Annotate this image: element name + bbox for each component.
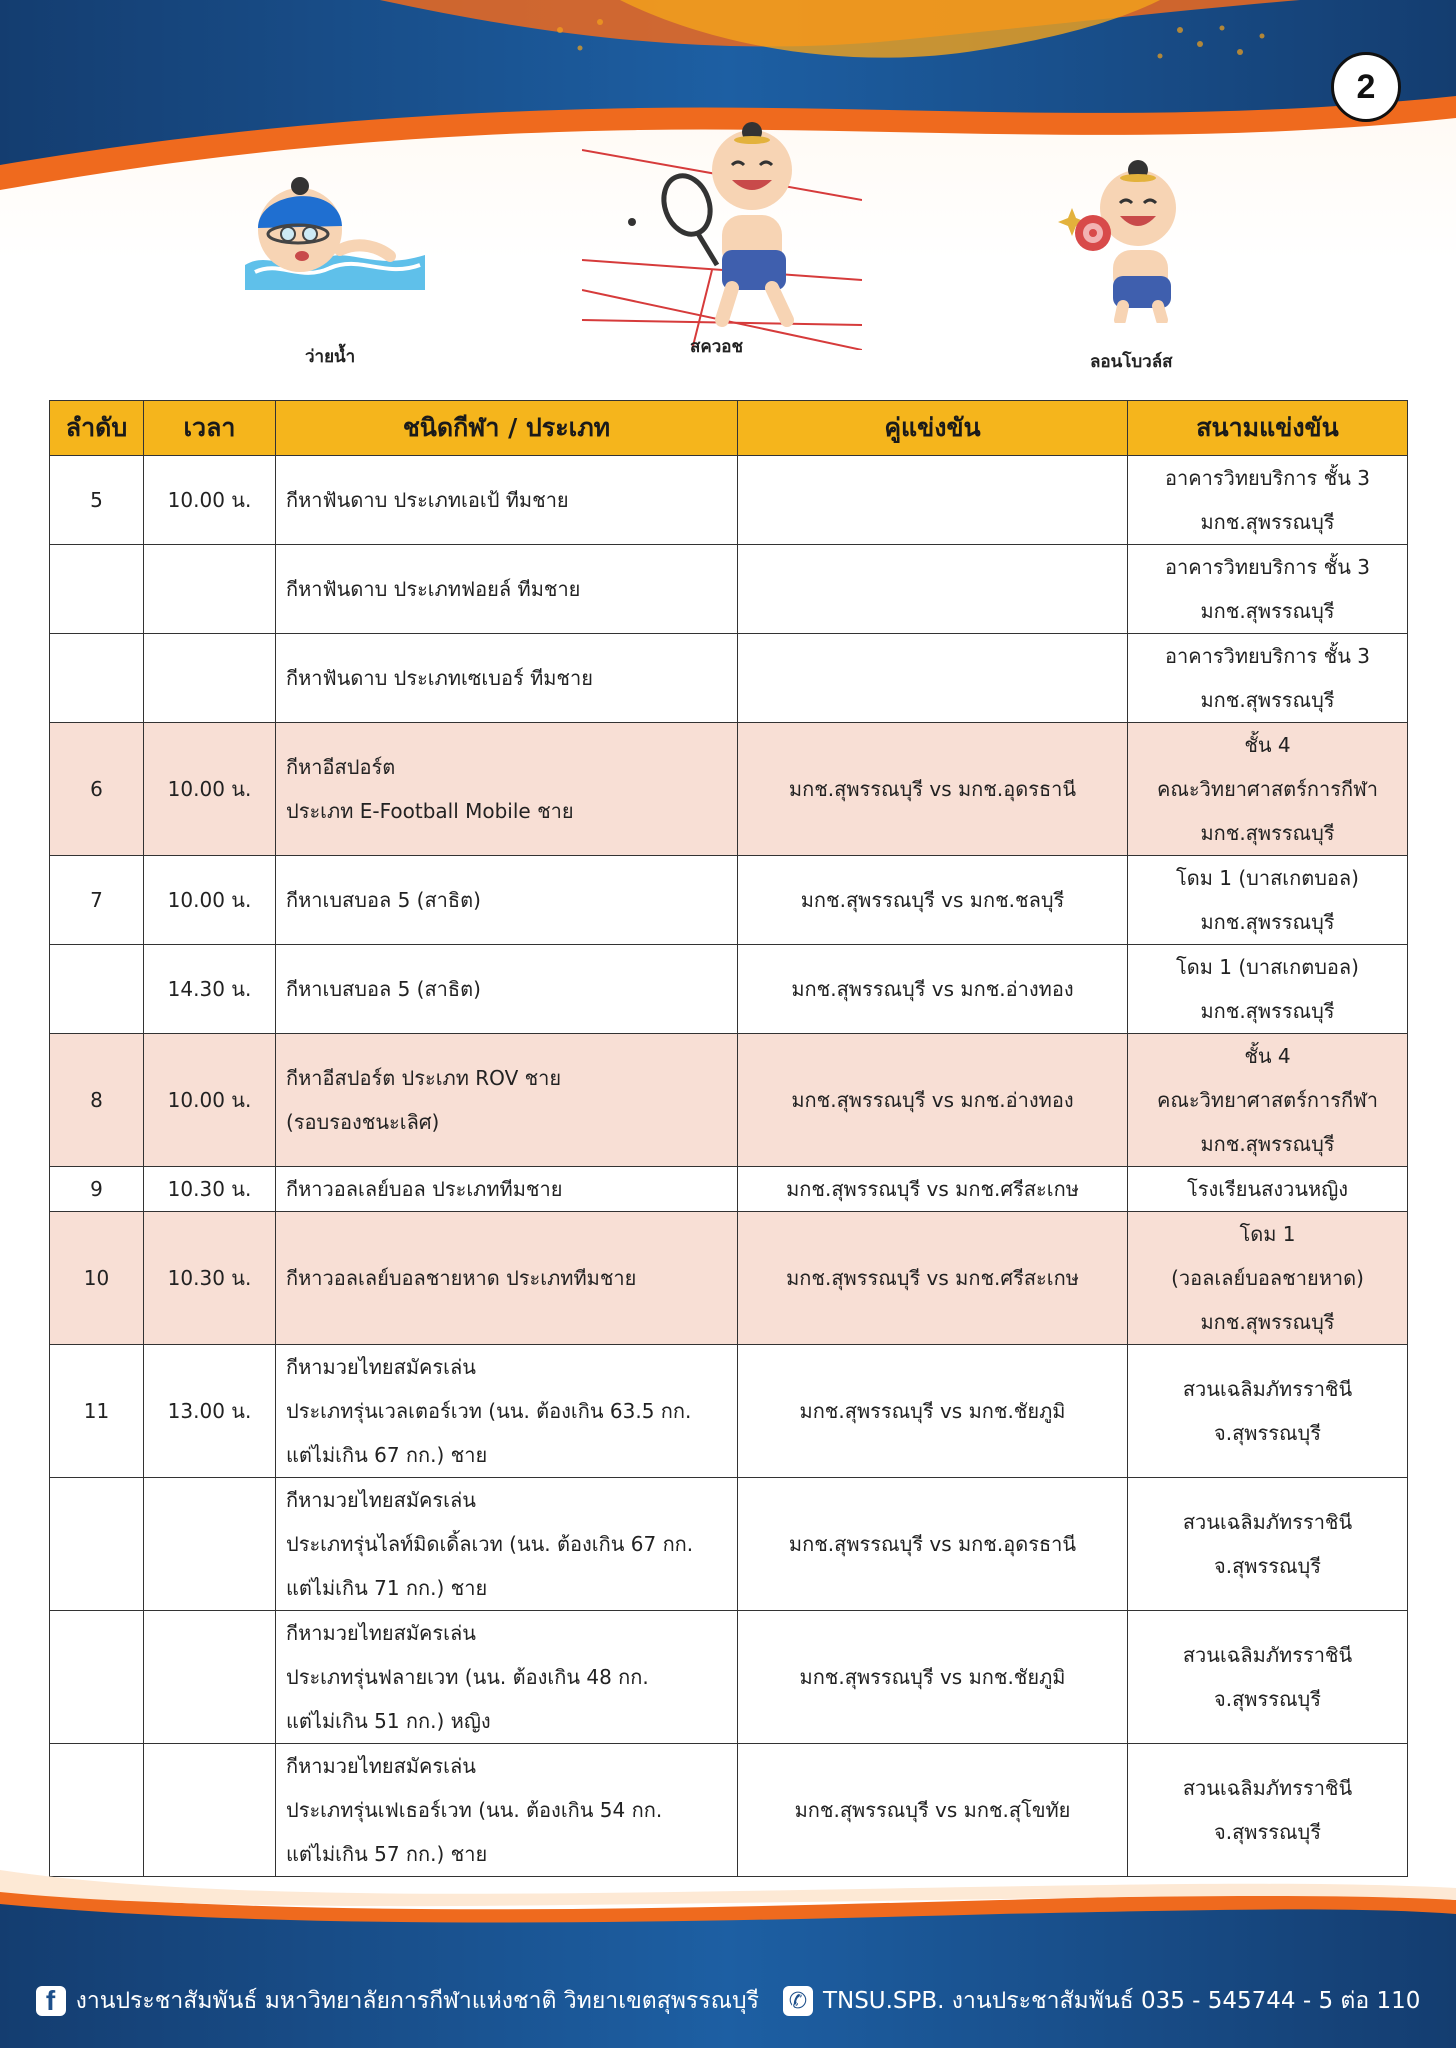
table-row xyxy=(50,456,1408,545)
cell-sport-line: กีหาเบสบอล 5 (สาธิต) xyxy=(286,977,481,1001)
cell-sport-line: กีหาฟันดาบ ประเภทฟอยล์ ทีมชาย xyxy=(286,577,581,601)
cell-venue-line: มกช.สุพรรณบุรี xyxy=(1200,999,1335,1023)
cell-venue-line: สวนเฉลิมภัทรราชินี xyxy=(1182,1510,1353,1534)
table-row xyxy=(50,1478,1408,1611)
lawn-bowls-mascot-icon xyxy=(1058,158,1198,323)
cell-time: 10.00 น. xyxy=(144,856,276,945)
cell-match: มกช.สุพรรณบุรี vs มกช.สุโขทัย xyxy=(738,1744,1128,1877)
cell-order: 8 xyxy=(50,1034,144,1167)
cell-sport-line: กีหาวอลเลย์บอล ประเภททีมชาย xyxy=(286,1177,563,1201)
cell-venue-line: มกช.สุพรรณบุรี xyxy=(1200,599,1335,623)
cell-venue-line: โดม 1 (บาสเกตบอล) xyxy=(1176,866,1359,890)
cell-time xyxy=(144,1478,276,1611)
table-row xyxy=(50,1167,1408,1212)
table-row xyxy=(50,1345,1408,1478)
header-sport-type: ชนิดกีฬา / ประเภท xyxy=(276,401,738,456)
cell-venue-line: โดม 1 xyxy=(1239,1222,1296,1246)
cell-venue xyxy=(1128,456,1408,545)
cell-sport-line: (รอบรองชนะเลิศ) xyxy=(286,1110,440,1134)
cell-match: มกช.สุพรรณบุรี vs มกช.ชลบุรี xyxy=(738,856,1128,945)
cell-venue-line: จ.สุพรรณบุรี xyxy=(1214,1820,1321,1844)
cell-time: 10.00 น. xyxy=(144,723,276,856)
table-row xyxy=(50,1744,1408,1877)
cell-venue xyxy=(1128,856,1408,945)
cell-sport xyxy=(276,456,738,545)
cell-time: 10.30 น. xyxy=(144,1167,276,1212)
cell-venue-line: จ.สุพรรณบุรี xyxy=(1214,1687,1321,1711)
cell-sport xyxy=(276,545,738,634)
cell-match: มกช.สุพรรณบุรี vs มกช.อุดรธานี xyxy=(738,1478,1128,1611)
cell-venue-line: จ.สุพรรณบุรี xyxy=(1214,1421,1321,1445)
cell-venue-line: อาคารวิทยบริการ ชั้น 3 xyxy=(1165,555,1370,579)
cell-venue xyxy=(1128,723,1408,856)
cell-venue xyxy=(1128,545,1408,634)
cell-venue xyxy=(1128,1744,1408,1877)
cell-venue xyxy=(1128,1611,1408,1744)
cell-sport xyxy=(276,1478,738,1611)
swimming-mascot-icon xyxy=(240,160,430,300)
cell-order: 10 xyxy=(50,1212,144,1345)
squash-label: สควอช xyxy=(690,337,744,357)
cell-venue xyxy=(1128,1478,1408,1611)
facebook-page-name[interactable]: งานประชาสัมพันธ์ มหาวิทยาลัยการกีฬาแห่งชาติ วิทยาเขตสุพรรณบุรี xyxy=(75,1988,759,2014)
cell-time: 13.00 น. xyxy=(144,1345,276,1478)
cell-match xyxy=(738,545,1128,634)
cell-sport-line: กีหามวยไทยสมัครเล่น xyxy=(286,1488,476,1512)
cell-sport xyxy=(276,1212,738,1345)
cell-sport-line: แต่ไม่เกิน 51 กก.) หญิง xyxy=(286,1709,491,1733)
table-row xyxy=(50,634,1408,723)
cell-order xyxy=(50,634,144,723)
cell-match: มกช.สุพรรณบุรี vs มกช.ชัยภูมิ xyxy=(738,1611,1128,1744)
cell-venue-line: สวนเฉลิมภัทรราชินี xyxy=(1182,1643,1353,1667)
header-match: คู่แข่งขัน xyxy=(738,401,1128,456)
cell-sport-line: ประเภทรุ่นเวลเตอร์เวท (นน. ต้องเกิน 63.5 กก. xyxy=(286,1399,692,1423)
cell-order: 9 xyxy=(50,1167,144,1212)
cell-venue-line: สวนเฉลิมภัทรราชินี xyxy=(1182,1776,1353,1800)
lawn-bowls-label: ลอนโบวล์ส xyxy=(1090,352,1173,372)
schedule-table xyxy=(49,400,1408,1877)
cell-venue-line: โดม 1 (บาสเกตบอล) xyxy=(1176,955,1359,979)
cell-sport-line: แต่ไม่เกิน 67 กก.) ชาย xyxy=(286,1443,488,1467)
cell-time: 14.30 น. xyxy=(144,945,276,1034)
page-number-badge: 2 xyxy=(1331,52,1401,122)
cell-sport-line: ประเภทรุ่นฟลายเวท (นน. ต้องเกิน 48 กก. xyxy=(286,1665,649,1689)
cell-venue-line: มกช.สุพรรณบุรี xyxy=(1200,1310,1335,1334)
cell-sport xyxy=(276,1611,738,1744)
table-row xyxy=(50,1212,1408,1345)
contact-phone-text: TNSU.SPB. งานประชาสัมพันธ์ 035 - 545744 - 5 ต่อ 110 xyxy=(822,1988,1421,2014)
cell-sport xyxy=(276,945,738,1034)
cell-venue-line: ชั้น 4 xyxy=(1244,733,1291,757)
cell-venue xyxy=(1128,1034,1408,1167)
table-row xyxy=(50,723,1408,856)
facebook-icon[interactable]: f xyxy=(36,1986,66,2016)
cell-match: มกช.สุพรรณบุรี vs มกช.อ่างทอง xyxy=(738,1034,1128,1167)
cell-sport-line: กีหามวยไทยสมัครเล่น xyxy=(286,1621,476,1645)
cell-venue-line: มกช.สุพรรณบุรี xyxy=(1200,910,1335,934)
cell-sport xyxy=(276,1167,738,1212)
swimming-label: ว่ายน้ำ xyxy=(305,347,356,367)
cell-sport-line: กีหาอีสปอร์ต xyxy=(286,755,396,779)
cell-sport-line: ประเภทรุ่นเฟเธอร์เวท (นน. ต้องเกิน 54 กก. xyxy=(286,1798,663,1822)
phone-icon: ✆ xyxy=(783,1986,813,2016)
cell-time xyxy=(144,634,276,723)
cell-sport-line: แต่ไม่เกิน 57 กก.) ชาย xyxy=(286,1842,488,1866)
table-header-row xyxy=(50,401,1408,456)
cell-order xyxy=(50,945,144,1034)
cell-order xyxy=(50,1744,144,1877)
cell-venue-line: มกช.สุพรรณบุรี xyxy=(1200,821,1335,845)
cell-venue xyxy=(1128,945,1408,1034)
cell-venue-line: มกช.สุพรรณบุรี xyxy=(1200,688,1335,712)
cell-match: มกช.สุพรรณบุรี vs มกช.อ่างทอง xyxy=(738,945,1128,1034)
cell-match: มกช.สุพรรณบุรี vs มกช.ศรีสะเกษ xyxy=(738,1167,1128,1212)
cell-sport-line: กีหาเบสบอล 5 (สาธิต) xyxy=(286,888,481,912)
cell-venue-line: โรงเรียนสงวนหญิง xyxy=(1186,1177,1349,1201)
cell-order: 6 xyxy=(50,723,144,856)
cell-sport-line: แต่ไม่เกิน 71 กก.) ชาย xyxy=(286,1576,488,1600)
cell-order: 11 xyxy=(50,1345,144,1478)
cell-venue-line: มกช.สุพรรณบุรี xyxy=(1200,1132,1335,1156)
cell-time: 10.00 น. xyxy=(144,1034,276,1167)
cell-match xyxy=(738,634,1128,723)
table-row xyxy=(50,945,1408,1034)
cell-venue xyxy=(1128,1345,1408,1478)
cell-order xyxy=(50,1478,144,1611)
table-body xyxy=(50,456,1408,1877)
cell-match: มกช.สุพรรณบุรี vs มกช.ชัยภูมิ xyxy=(738,1345,1128,1478)
cell-venue-line: อาคารวิทยบริการ ชั้น 3 xyxy=(1165,466,1370,490)
cell-order: 7 xyxy=(50,856,144,945)
cell-venue-line: จ.สุพรรณบุรี xyxy=(1214,1554,1321,1578)
cell-venue-line: ชั้น 4 xyxy=(1244,1044,1291,1068)
cell-sport-line: กีหาฟันดาบ ประเภทเซเบอร์ ทีมชาย xyxy=(286,666,593,690)
cell-time xyxy=(144,545,276,634)
cell-venue-line: มกช.สุพรรณบุรี xyxy=(1200,510,1335,534)
cell-venue xyxy=(1128,634,1408,723)
footer-banner xyxy=(0,1870,1456,2048)
cell-venue-line: อาคารวิทยบริการ ชั้น 3 xyxy=(1165,644,1370,668)
cell-sport-line: กีหาอีสปอร์ต ประเภท ROV ชาย xyxy=(286,1066,562,1090)
cell-match xyxy=(738,456,1128,545)
cell-sport-line: กีหาวอลเลย์บอลชายหาด ประเภททีมชาย xyxy=(286,1266,637,1290)
cell-order xyxy=(50,545,144,634)
header-order: ลำดับ xyxy=(50,401,144,456)
cell-venue xyxy=(1128,1167,1408,1212)
cell-sport xyxy=(276,1345,738,1478)
cell-venue-line: คณะวิทยาศาสตร์การกีฬา xyxy=(1157,777,1378,801)
table-row xyxy=(50,545,1408,634)
cell-sport xyxy=(276,856,738,945)
cell-time: 10.00 น. xyxy=(144,456,276,545)
cell-sport xyxy=(276,1034,738,1167)
cell-sport-line: ประเภท E-Football Mobile ชาย xyxy=(286,799,574,823)
cell-venue-line: สวนเฉลิมภัทรราชินี xyxy=(1182,1377,1353,1401)
header-venue: สนามแข่งขัน xyxy=(1128,401,1408,456)
cell-sport-line: กีหามวยไทยสมัครเล่น xyxy=(286,1754,476,1778)
cell-sport xyxy=(276,634,738,723)
cell-time xyxy=(144,1611,276,1744)
table-row xyxy=(50,1034,1408,1167)
cell-sport-line: กีหาฟันดาบ ประเภทเอเป้ ทีมชาย xyxy=(286,488,569,512)
cell-match: มกช.สุพรรณบุรี vs มกช.อุดรธานี xyxy=(738,723,1128,856)
table-row xyxy=(50,856,1408,945)
cell-time xyxy=(144,1744,276,1877)
cell-venue-line: คณะวิทยาศาสตร์การกีฬา xyxy=(1157,1088,1378,1112)
cell-order xyxy=(50,1611,144,1744)
cell-match: มกช.สุพรรณบุรี vs มกช.ศรีสะเกษ xyxy=(738,1212,1128,1345)
cell-venue-line: (วอลเลย์บอลชายหาด) xyxy=(1171,1266,1364,1290)
footer-contact-bar xyxy=(0,1981,1456,2021)
header-time: เวลา xyxy=(144,401,276,456)
cell-order: 5 xyxy=(50,456,144,545)
cell-sport xyxy=(276,1744,738,1877)
cell-sport-line: ประเภทรุ่นไลท์มิดเดิ้ลเวท (นน. ต้องเกิน 67 กก. xyxy=(286,1532,694,1556)
table-row xyxy=(50,1611,1408,1744)
squash-mascot-icon xyxy=(582,120,862,350)
cell-time: 10.30 น. xyxy=(144,1212,276,1345)
cell-venue xyxy=(1128,1212,1408,1345)
cell-sport xyxy=(276,723,738,856)
cell-sport-line: กีหามวยไทยสมัครเล่น xyxy=(286,1355,476,1379)
